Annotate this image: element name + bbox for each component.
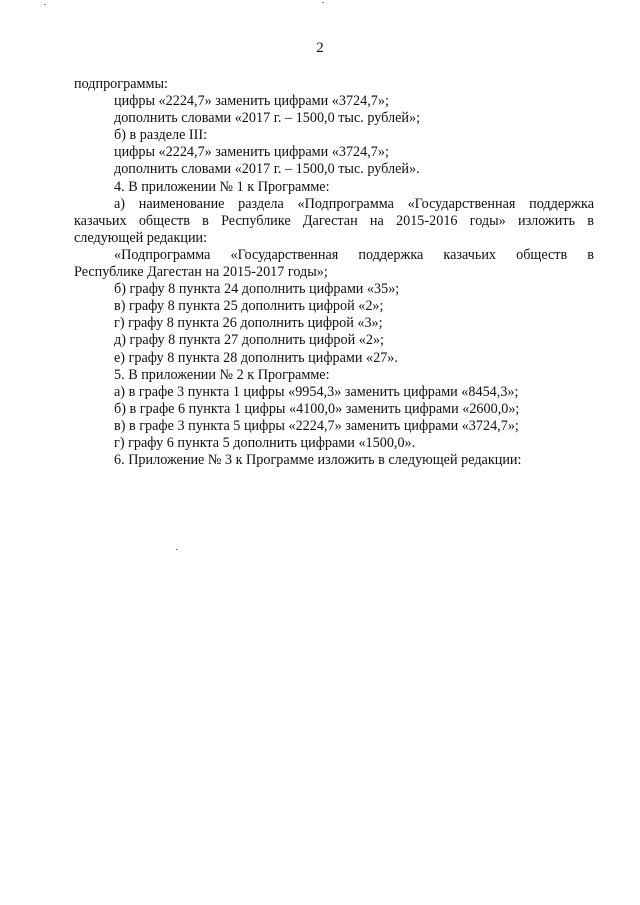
document-line: в) в графе 3 пункта 5 цифры «2224,7» заменить цифрами «3724,7»;: [114, 417, 519, 434]
document-line: б) в графе 6 пункта 1 цифры «4100,0» заменить цифрами «2600,0»;: [114, 400, 520, 417]
document-line: дополнить словами «2017 г. – 1500,0 тыс. рублей».: [114, 161, 420, 178]
document-line: 6. Приложение № 3 к Программе изложить в следующей редакции:: [114, 452, 522, 469]
document-line: г) графу 6 пункта 5 дополнить цифрами «1500,0».: [114, 434, 416, 451]
document-line: подпрограммы:: [74, 76, 168, 92]
document-line: 5. В приложении № 2 к Программе:: [114, 366, 330, 383]
document-line: казачьих обществ в Республике Дагестан на 2015-2016 годы» изложить в: [74, 212, 594, 229]
page-number: 2: [316, 40, 324, 56]
document-line: 4. В приложении № 1 к Программе:: [114, 178, 330, 195]
document-line: б) в разделе III:: [114, 127, 208, 144]
document-line: а) наименование раздела «Подпрограмма «Государственная поддержка: [114, 195, 594, 212]
document-line: б) графу 8 пункта 24 дополнить цифрами «35»;: [114, 281, 400, 298]
document-line: д) графу 8 пункта 27 дополнить цифрой «2»;: [114, 332, 384, 349]
scan-speck: [44, 4, 46, 5]
document-line: в) графу 8 пункта 25 дополнить цифрой «2»;: [114, 298, 384, 315]
document-line: г) графу 8 пункта 26 дополнить цифрой «3»;: [114, 315, 383, 332]
document-line: «Подпрограмма «Государственная поддержка казачьих обществ в: [114, 246, 594, 263]
document-line: а) в графе 3 пункта 1 цифры «9954,3» заменить цифрами «8454,3»;: [114, 383, 519, 400]
document-line: следующей редакции:: [74, 229, 208, 246]
scan-speck: [176, 549, 178, 550]
document-line: цифры «2224,7» заменить цифрами «3724,7»;: [114, 93, 389, 110]
scan-speck: [322, 2, 324, 3]
document-line: Республике Дагестан на 2015-2017 годы»;: [74, 264, 328, 281]
document-line: е) графу 8 пункта 28 дополнить цифрами «27».: [114, 349, 398, 366]
document-body: [74, 76, 594, 469]
document-line: дополнить словами «2017 г. – 1500,0 тыс. рублей»;: [114, 110, 421, 127]
document-line: цифры «2224,7» заменить цифрами «3724,7»;: [114, 144, 389, 161]
